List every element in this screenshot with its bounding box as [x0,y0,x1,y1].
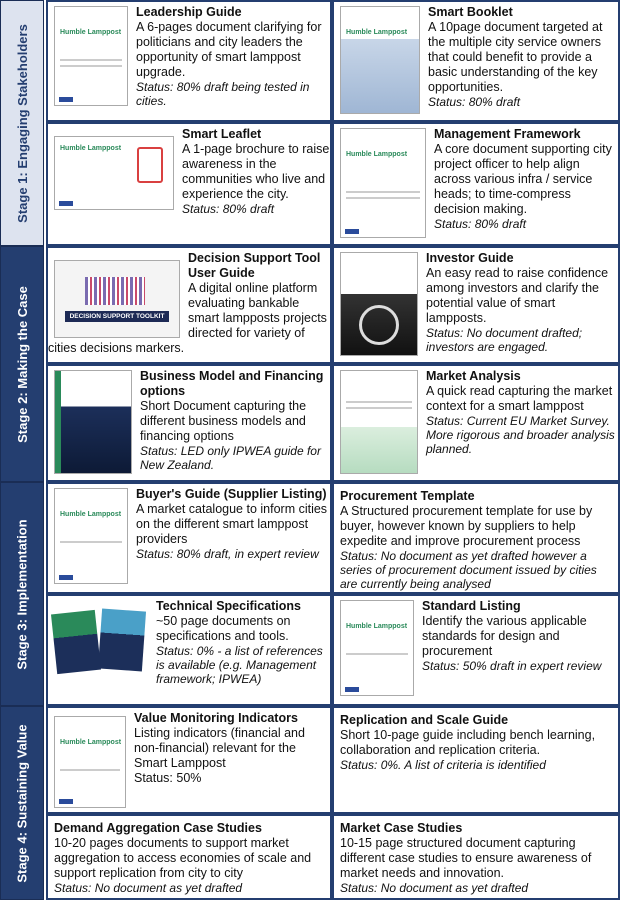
thumb-title: Humble Lamppost [60,739,122,746]
demand-title: Demand Aggregation Case Studies [54,821,262,835]
technical-desc: ~50 page documents on specifications and tools. [156,614,291,643]
stage-3-label [0,482,44,706]
thumb-title: Humble Lamppost [60,511,122,518]
replication-status: Status: 0%. A list of criteria is identified [340,758,546,772]
booklet-status: Status: 80% draft [428,95,521,109]
leadership-title: Leadership Guide [136,5,242,19]
business-thumbnail [54,370,132,474]
procurement-template-cell [332,482,620,594]
casestudies-desc: 10-15 page structured document capturing different case studies to ensure awareness of market needs and innovation. [340,836,592,880]
investor-thumbnail [340,252,418,356]
casestudies-status: Status: No document as yet drafted [340,881,529,895]
leaflet-desc: A 1-page brochure to raise awareness in the communities who live and experience the city. [182,142,330,201]
market-thumbnail [340,370,418,474]
business-status: Status: LED only IPWEA guide for New Zealand. [140,444,321,472]
casestudies-title: Market Case Studies [340,821,463,835]
framework-title: Management Framework [434,127,581,141]
demand-status: Status: No document as yet drafted [54,881,243,895]
booklet-desc: A 10page document targeted at the multiple city service owners that could benefit to provide a basic understanding of the key opportunities. [428,20,603,94]
stage-2-label [0,246,44,482]
buyers-desc: A market catalogue to inform cities on the different smart lamppost providers [136,502,328,546]
framework-desc: A core document supporting city project officer to help align across various infra / service heads; to time-compress decision making. [434,142,612,216]
value-title: Value Monitoring Indicators [134,711,298,725]
market-title: Market Analysis [426,369,521,383]
thumb-title: Humble Lamppost [60,145,122,152]
market-status: Status: Current EU Market Survey. More rigorous and broader analysis planned. [426,414,615,456]
standard-thumbnail [340,600,414,696]
stage-4-label [0,706,44,900]
leadership-guide-cell [46,0,332,122]
investor-desc: An easy read to raise confidence among investors and clarify the potential value of smart lampposts. [426,266,609,325]
buyers-thumbnail [54,488,128,584]
framework-thumbnail [340,128,426,238]
dst-banner: DECISION SUPPORT TOOLKIT [65,311,169,322]
leaflet-status: Status: 80% draft [182,202,275,216]
smart-leaflet-cell [46,122,332,246]
procurement-title: Procurement Template [340,489,475,503]
buyers-title: Buyer's Guide (Supplier Listing) [136,487,327,501]
standard-title: Standard Listing [422,599,521,613]
investor-guide-cell [332,246,620,364]
market-analysis-cell [332,364,620,482]
business-desc: Short Document capturing the different business models and financing options [140,399,307,443]
business-model-cell [46,364,332,482]
investor-status: Status: No document drafted; investors are engaged. [426,326,583,354]
replication-guide-cell [332,706,620,814]
value-monitoring-cell [46,706,332,814]
smart-booklet-cell [332,0,620,122]
business-title: Business Model and Financing options [140,369,324,398]
dst-desc: A digital online platform evaluating bankable smart lampposts projects directed for variety of cities decisions markers. [48,281,327,355]
standard-status: Status: 50% draft in expert review [422,659,602,673]
replication-title: Replication and Scale Guide [340,713,509,727]
framework-status: Status: 80% draft [434,217,527,231]
leaflet-title: Smart Leaflet [182,127,262,141]
market-case-studies-cell [332,814,620,900]
decision-support-cell [46,246,332,364]
thumb-title: Humble Lamppost [60,29,122,36]
standard-listing-cell [332,594,620,706]
management-framework-cell [332,122,620,246]
value-thumbnail [54,716,126,808]
technical-status: Status: 0% - a list of references is available (e.g. Management framework; IPWEA) [156,644,323,686]
stage-4-text: Stage 4: Sustaining Value [14,723,30,883]
stage-1-text: Stage 1: Engaging Stakeholders [14,23,30,223]
investor-title: Investor Guide [426,251,514,265]
stage-1-label [0,0,44,246]
buyers-guide-cell [46,482,332,594]
booklet-thumbnail [340,6,420,114]
thumb-title: Humble Lamppost [346,29,408,36]
dst-thumbnail [54,260,180,338]
replication-desc: Short 10-page guide including bench learning, collaboration and replication criteria. [340,728,596,757]
stage-2-text: Stage 2: Making the Case [14,285,30,443]
value-status: Status: 50% [134,771,202,785]
procurement-desc: A Structured procurement template for use by buyer, however known by suppliers to help expedite and improve procurement process [340,504,593,548]
leaflet-thumbnail [54,136,174,210]
value-desc: Listing indicators (financial and non-financial) relevant for the Smart Lamppost [134,726,305,770]
leadership-thumbnail [54,6,128,106]
thumb-title: Humble Lamppost [346,623,408,630]
thumb-title: Humble Lamppost [346,151,408,158]
market-desc: A quick read capturing the market context for a smart lamppost [426,384,613,413]
buyers-status: Status: 80% draft, in expert review [136,547,319,561]
procurement-status: Status: No document as yet drafted however a series of procurement document issued by cities are currently being analysed [340,549,597,591]
dst-title: Decision Support Tool User Guide [188,251,321,280]
booklet-title: Smart Booklet [428,5,513,19]
technical-title: Technical Specifications [156,599,301,613]
leadership-desc: A 6-pages document clarifying for politicians and city leaders the opportunity of smart lamppost upgrade. [136,20,322,79]
standard-desc: Identify the various applicable standards for design and procurement [422,614,587,658]
technical-specs-cell [46,594,332,706]
demand-aggregation-cell [46,814,332,900]
technical-thumbnail [54,606,148,676]
stage-3-text: Stage 3: Implementation [14,518,30,670]
leadership-status: Status: 80% draft being tested in cities. [136,80,310,108]
demand-desc: 10-20 pages documents to support market aggregation to access economies of scale and support replication from city to city [54,836,312,880]
